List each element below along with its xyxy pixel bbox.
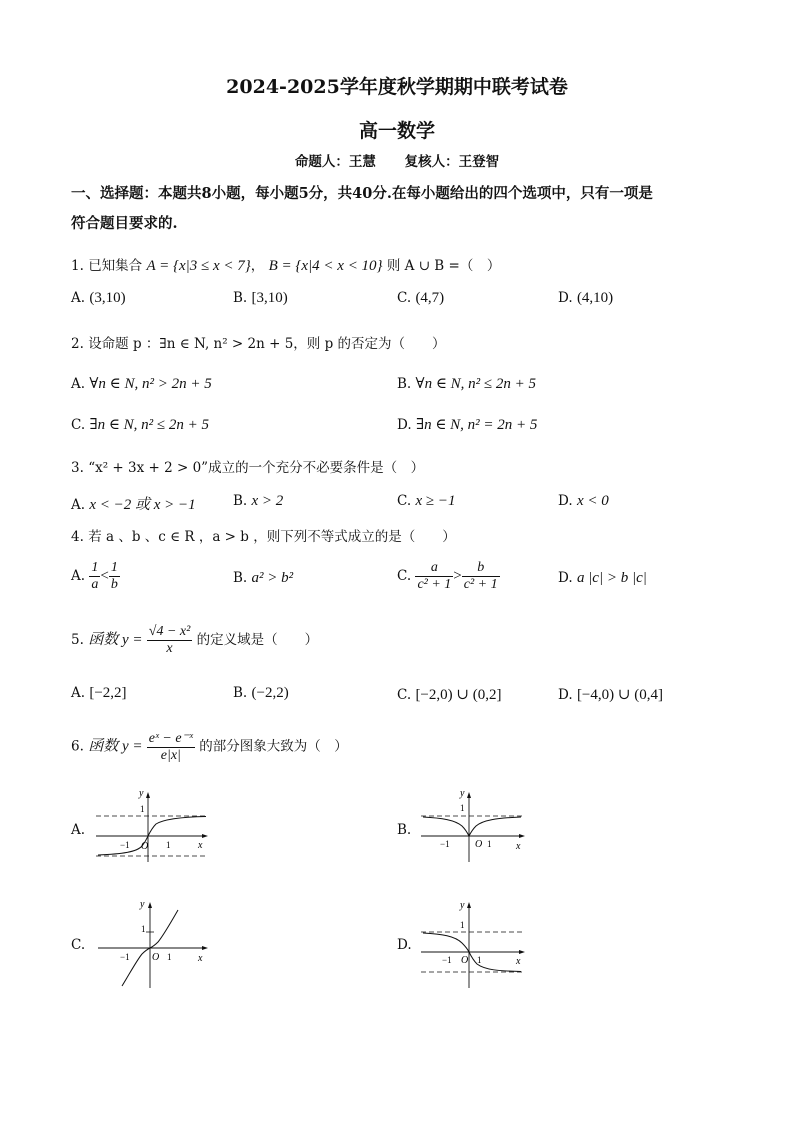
- q1-option-c: C. (4,7): [397, 290, 445, 306]
- tick-neg1: −1: [120, 840, 130, 850]
- exam-title: 2024-2025学年度秋学期期中联考试卷: [226, 76, 568, 98]
- tick-neg1: −1: [440, 839, 450, 849]
- section-heading-line1: 一、选择题：本题共8小题，每小题5分，共40分.在每小题给出的四个选项中，只有一项是: [71, 185, 653, 202]
- reviewer: 复核人：王登智: [404, 154, 500, 170]
- set-b: B = {x|4 < x < 10}: [268, 258, 383, 274]
- tick-y-one: 1: [460, 803, 465, 813]
- q3-option-d: D. x < 0: [558, 493, 609, 509]
- origin-label: O: [475, 839, 483, 850]
- question-1: [71, 254, 500, 275]
- question-6: [71, 730, 348, 764]
- q4-option-a: A. $\frac{1}{a}$ < $\frac{1}{b}$: [71, 560, 118, 592]
- section-heading-line2: 符合题目要求的.: [71, 215, 178, 232]
- author-line: [0, 150, 794, 170]
- question-number: 5.: [71, 632, 84, 648]
- stem-comma: ，: [250, 258, 265, 274]
- x-label: x: [516, 841, 521, 852]
- q1-option-b: B. [3,10): [233, 290, 288, 306]
- stem-text: 设命题 p ：∃n ∈ N, n² > 2n + 5，则 p 的否定为（ ）: [88, 336, 446, 352]
- x-label: x: [198, 840, 203, 851]
- q1-option-a: A. (3,10): [71, 290, 126, 306]
- stem-text: 的定义域是（ ）: [196, 632, 319, 648]
- question-5: [71, 624, 318, 657]
- origin-label: O: [152, 952, 160, 963]
- fraction-numerator: √4 − x²: [148, 624, 191, 639]
- q5-option-b: B. (−2,2): [233, 685, 289, 701]
- q5-option-a: A. [−2,2]: [71, 685, 127, 701]
- tick-neg1: −1: [120, 952, 130, 962]
- q2-option-a: A. ∀n ∈ N, n² > 2n + 5: [71, 376, 212, 392]
- q6-option-a-label: A.: [71, 822, 86, 838]
- stem-text: 则 A ∪ B =（ ）: [386, 258, 501, 274]
- stem-text: 若 a 、b 、c ∈ R ，a > b ，则下列不等式成立的是（ ）: [88, 529, 456, 545]
- q6-graph-b: [417, 788, 532, 864]
- fraction-denominator: x: [166, 641, 173, 656]
- q3-option-b: B. x > 2: [233, 493, 284, 509]
- q2-option-d: D. ∃n ∈ N, n² = 2n + 5: [397, 417, 538, 433]
- q5-option-c: C. [−2,0) ∪ (0,2]: [397, 687, 502, 703]
- q4-option-d: D. a |c| > b |c|: [558, 570, 647, 586]
- stem-text: 已知集合: [88, 258, 143, 274]
- question-number: 3.: [71, 460, 84, 476]
- q6-option-c-label: C.: [71, 937, 86, 953]
- tick-one: 1: [166, 840, 171, 850]
- question-number: 6.: [71, 738, 84, 755]
- question-4: [71, 525, 456, 545]
- y-label: y: [139, 788, 144, 799]
- tick-one: 1: [167, 952, 172, 962]
- question-3: [71, 456, 424, 476]
- fraction-numerator: eˣ − e⁻ˣ: [148, 731, 193, 746]
- origin-label: O: [141, 841, 149, 852]
- q2-option-b: B. ∀n ∈ N, n² ≤ 2n + 5: [397, 376, 537, 392]
- stem-text: 的部分图象大致为（ ）: [199, 738, 348, 755]
- q2-option-c: C. ∃n ∈ N, n² ≤ 2n + 5: [71, 417, 210, 433]
- y-label: y: [460, 900, 465, 911]
- y-label: y: [140, 899, 145, 910]
- x-label: x: [198, 953, 203, 964]
- author: 命题人：王慧: [294, 154, 376, 170]
- question-number: 4.: [71, 529, 84, 545]
- q3-option-a: A. x < −2 或 x > −1: [71, 497, 196, 513]
- origin-label: O: [461, 955, 469, 966]
- tick-neg1: −1: [442, 955, 452, 965]
- tick-y-one: 1: [460, 920, 465, 930]
- q6-graph-d: [417, 898, 532, 990]
- q6-graph-c: [92, 898, 212, 990]
- stem-text: 函数 y =: [88, 738, 143, 755]
- fraction-denominator: e|x|: [160, 748, 181, 763]
- stem-text: 函数 y =: [88, 632, 143, 648]
- y-label: y: [460, 788, 465, 799]
- q4-option-b: B. a² > b²: [233, 570, 294, 586]
- tick-one: 1: [487, 839, 492, 849]
- set-a: A = {x|3 ≤ x < 7}: [146, 258, 251, 274]
- subject-title: 高一数学: [358, 120, 435, 142]
- q6-graph-a: [92, 788, 212, 864]
- question-number: 1.: [71, 258, 84, 274]
- x-label: x: [516, 956, 521, 967]
- question-2: [71, 332, 446, 352]
- stem-text: “x² + 3x + 2 > 0”成立的一个充分不必要条件是（ ）: [88, 460, 425, 476]
- q3-option-c: C. x ≥ −1: [397, 493, 456, 509]
- tick-y-one: 1: [141, 924, 146, 934]
- q5-option-d: D. [−4,0) ∪ (0,4]: [558, 687, 663, 703]
- q6-option-d-label: D.: [397, 937, 412, 953]
- q4-option-c: C. $\frac{a}{\text{c² + 1}}$ > $\frac{b}{\text{c² + 1}}$: [397, 560, 498, 592]
- tick-one: 1: [477, 955, 482, 965]
- tick-y-one: 1: [140, 804, 145, 814]
- q6-option-b-label: B.: [397, 822, 412, 838]
- q1-option-d: D. (4,10): [558, 290, 614, 306]
- question-number: 2.: [71, 336, 84, 352]
